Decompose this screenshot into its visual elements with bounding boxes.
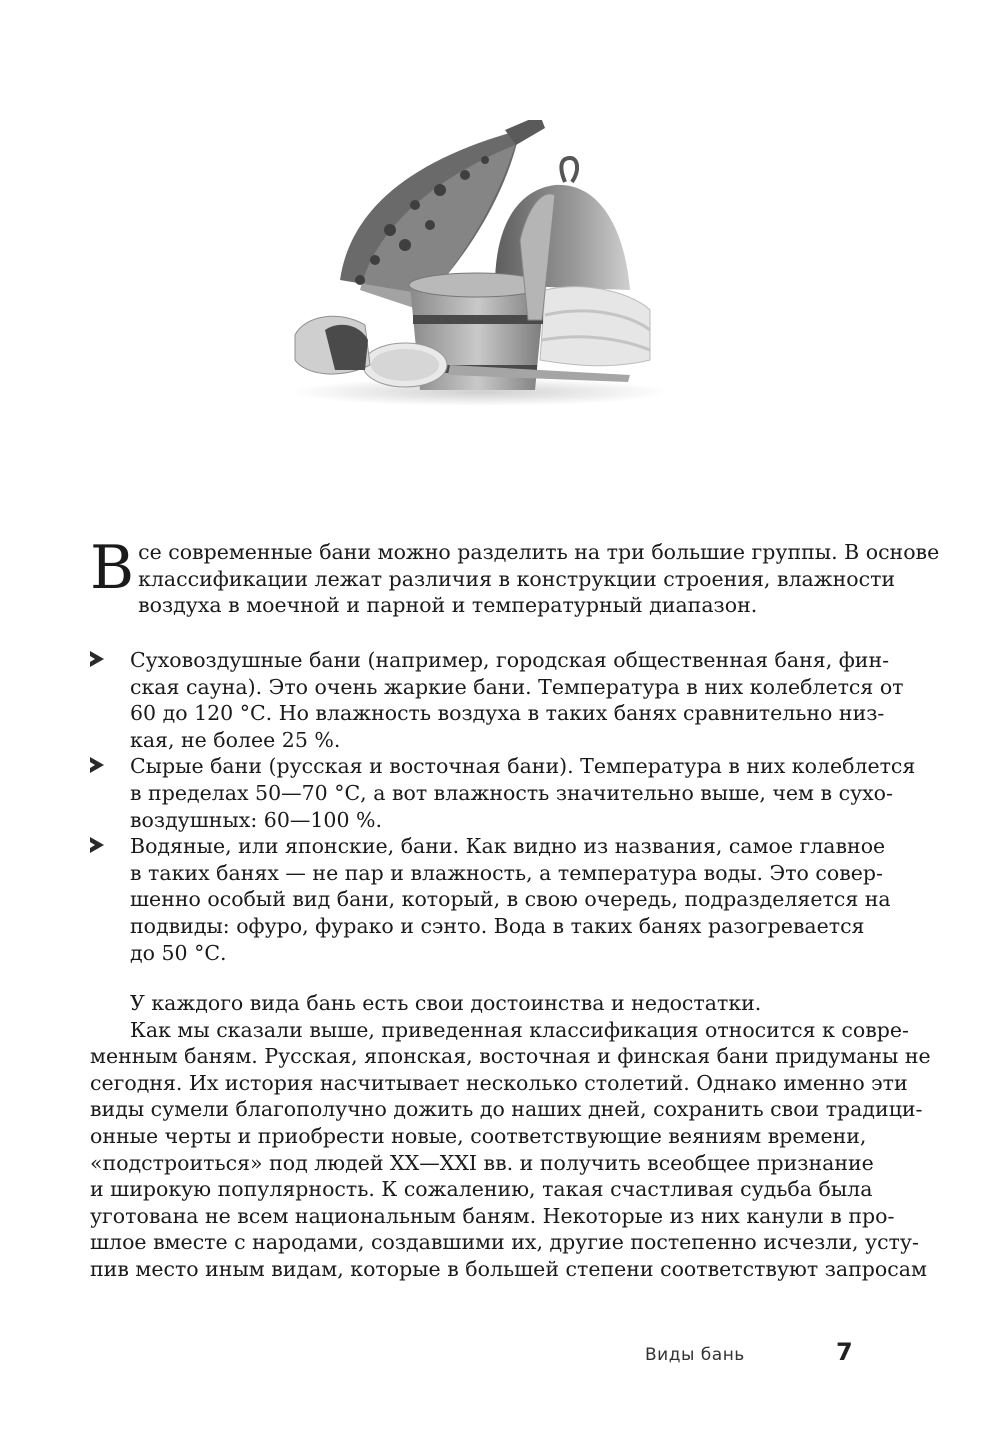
running-footer-title: Виды бань (645, 1345, 745, 1365)
page-number: 7 (836, 1338, 853, 1366)
intro-line: классификации лежат различия в конструкции строения, влажности (138, 566, 896, 591)
paragraph-line: У каждого вида бань есть свои достоинства и недостатки. (130, 991, 762, 1015)
paragraph-line: шлое вместе с народами, создавшими их, другие постепенно исчезли, усту- (90, 1230, 919, 1255)
sauna-accessories-illustration (280, 120, 670, 410)
list-item (90, 753, 916, 833)
body-paragraphs (90, 990, 931, 1283)
paragraph-line: Как мы сказали выше, приведенная классификация относится к совре- (130, 1017, 909, 1042)
bath-types-list (90, 647, 916, 966)
drop-cap: В (90, 533, 135, 603)
paragraph-line: уготована не всем национальным баням. Некоторые из них канули в про- (90, 1203, 895, 1228)
list-item-line: кая, не более 25 %. (130, 727, 341, 752)
list-item-line: до 50 °С. (130, 940, 227, 965)
intro-line: воздуха в моечной и парной и температурный диапазон. (138, 593, 758, 618)
list-item (90, 833, 891, 966)
arrow-bullet-icon (90, 757, 104, 773)
intro-line: се современные бани можно разделить на три большие группы. В основе (138, 540, 940, 564)
paragraph-line: онные черты и приобрести новые, соответствующие веяниям времени, (90, 1123, 867, 1148)
paragraph-line: виды сумели благополучно дожить до наших дней, сохранить свои традици- (90, 1097, 923, 1122)
list-item-line: Суховоздушные бани (например, городская общественная баня, фин- (130, 648, 890, 672)
list-item-line: воздушных: 60—100 %. (130, 807, 382, 832)
list-item-line: в пределах 50—70 °С, а вот влажность значительно выше, чем в сухо- (130, 780, 893, 805)
arrow-bullet-icon (90, 651, 104, 667)
paragraph-line: «подстроиться» под людей XX—XXI вв. и получить всеобщее признание (90, 1150, 874, 1175)
list-item-line: подвиды: офуро, фурако и сэнто. Вода в таких банях разогревается (130, 913, 865, 938)
list-item-line: шенно особый вид бани, который, в свою очередь, подразделяется на (130, 887, 891, 912)
list-item-line: Водяные, или японские, бани. Как видно из названия, самое главное (130, 834, 886, 859)
paragraph-line: и широкую популярность. К сожалению, такая счастливая судьба была (90, 1177, 873, 1202)
paragraph-line: сегодня. Их история насчитывает несколько столетий. Однако именно эти (90, 1070, 908, 1095)
list-item-line: Сырые бани (русская и восточная бани). Температура в них колеблется (130, 754, 916, 779)
list-item-line: 60 до 120 °С. Но влажность воздуха в таких банях сравнительно низ- (130, 701, 885, 726)
towel-icon (540, 287, 650, 366)
mitten-icon (295, 316, 370, 374)
list-item (90, 647, 904, 753)
arrow-bullet-icon (90, 837, 104, 853)
intro-paragraph (90, 533, 940, 619)
list-item-line: в таких банях — не пар и влажность, а температура воды. Это совер- (130, 860, 883, 885)
paragraph-line: пив место иным видам, которые в большей степени соответствуют запросам (90, 1256, 927, 1281)
felt-hat-icon (495, 158, 630, 290)
list-item-line: ская сауна). Это очень жаркие бани. Температура в них колеблется от (130, 674, 904, 699)
paragraph-line: менным баням. Русская, японская, восточная и финская бани придуманы не (90, 1044, 931, 1069)
